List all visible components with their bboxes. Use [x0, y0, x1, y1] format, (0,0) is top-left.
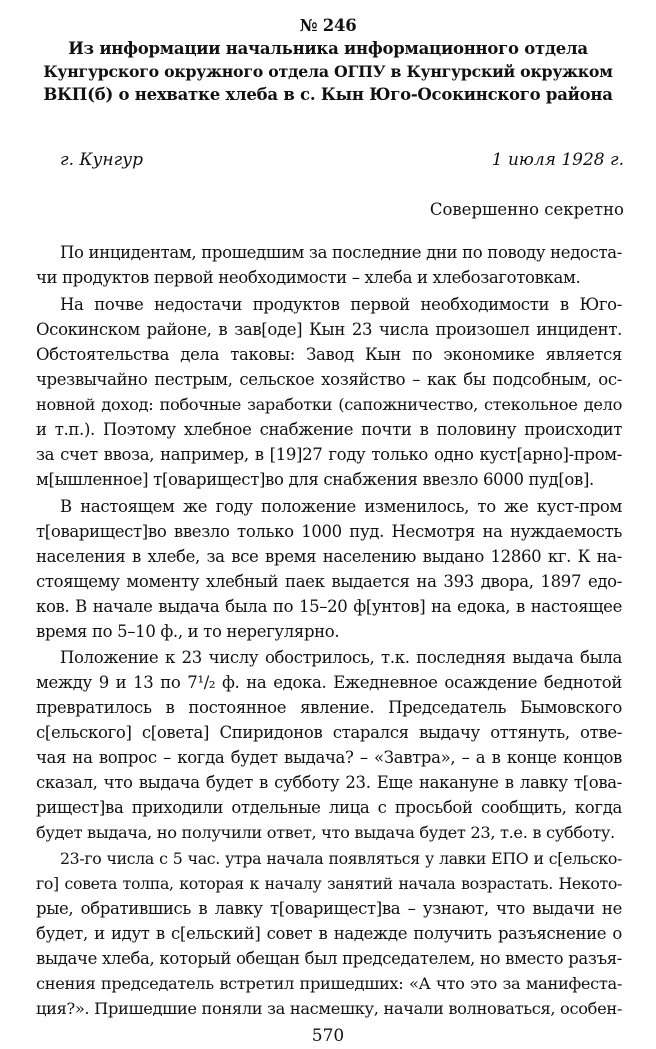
- text-line: сказал, что выдача будет в субботу 23. Еще накануне в лавку т[ова-: [36, 773, 622, 792]
- text-line: за счет ввоза, например, в [19]27 году только одно куст[арно]-пром-: [36, 445, 622, 464]
- text-line: рищест]ва приходили отдельные лица с просьбой сообщить, когда: [36, 798, 622, 817]
- page-number: 570: [311, 1026, 345, 1046]
- text-line: м[ышленное] т[оварищест]во для снабжения ввезло 6000 пуд[ов].: [36, 470, 594, 489]
- text-line: и т.п.). Поэтому хлебное снабжение почти в половину происходит: [36, 420, 622, 439]
- text-line: с[ельского] с[овета] Спиридонов старался выдачу оттянуть, отве-: [36, 723, 622, 742]
- document-title-line: ВКП(б) о нехватке хлеба в с. Кын Юго-Осокинского района: [43, 85, 613, 104]
- text-line: чи продуктов первой необходимости – хлеба и хлебозаготовкам.: [36, 268, 581, 287]
- text-line: В настоящем же году положение изменилось, то же куст-пром: [60, 497, 622, 516]
- text-line: новной доход: побочные заработки (сапожничество, стекольное дело: [36, 395, 622, 414]
- text-line: Обстоятельства дела таковы: Завод Кын по экономике является: [36, 345, 622, 364]
- text-line: На почве недостачи продуктов первой необходимости в Юго-: [60, 295, 622, 314]
- text-line: превратилось в постоянное явление. Председатель Бымовского: [36, 698, 622, 717]
- text-line: Положение к 23 числу обострилось, т.к. последняя выдача была: [60, 648, 622, 667]
- text-line: время по 5–10 ф., и то нерегулярно.: [36, 622, 340, 641]
- document-title-line: Кунгурского окружного отдела ОГПУ в Кунгурский окружком: [43, 62, 613, 81]
- text-line: чрезвычайно пестрым, сельское хозяйство – как бы подсобным, ос-: [36, 370, 622, 389]
- text-line: стоящему моменту хлебный паек выдается на 393 двора, 1897 едо-: [36, 572, 622, 591]
- text-line: рые, обратившись в лавку т[оварищест]ва – узнают, что выдачи не: [36, 899, 622, 918]
- text-line: Осокинском районе, в зав[оде] Кын 23 числа произошел инцидент.: [36, 320, 622, 339]
- classification-mark: Совершенно секретно: [429, 200, 624, 219]
- text-line: т[оварищест]во ввезло только 1000 пуд. Несмотря на нуждаемость: [36, 522, 622, 541]
- text-line: населения в хлебе, за все время населению выдано 12860 кг. К на-: [36, 547, 622, 566]
- document-place: г. Кунгур: [60, 150, 143, 170]
- document-date: 1 июля 1928 г.: [491, 150, 624, 170]
- document-number: № 246: [299, 16, 357, 35]
- text-line: будет, и идут в с[ельский] совет в надежде получить разъяснение о: [36, 924, 622, 943]
- text-line: чая на вопрос – когда будет выдача? – «Завтра», – а в конце концов: [36, 748, 622, 767]
- text-line: го] совета толпа, которая к началу занятий начала возрастать. Некото-: [36, 874, 622, 893]
- text-line: ков. В начале выдача была по 15–20 ф[унтов] на едока, в настоящее: [36, 597, 622, 616]
- text-line: будет выдача, но получили ответ, что выдача будет 23, т.е. в субботу.: [36, 823, 615, 842]
- text-line: По инцидентам, прошедшим за последние дни по поводу недоста-: [60, 243, 622, 262]
- text-line: выдаче хлеба, который обещан был председателем, но вместо разъя-: [36, 949, 622, 968]
- text-line: 23-го числа с 5 час. утра начала появляться у лавки ЕПО и с[ельско-: [60, 849, 622, 868]
- text-line: ция?». Пришедшие поняли за насмешку, начали волноваться, особен-: [36, 999, 622, 1018]
- text-line: снения председатель встретил пришедших: «А что это за манифеста-: [36, 974, 622, 993]
- text-line: между 9 и 13 по 7¹/₂ ф. на едока. Ежедневное осаждение беднотой: [36, 673, 622, 692]
- document-title-line: Из информации начальника информационного отдела: [68, 39, 588, 58]
